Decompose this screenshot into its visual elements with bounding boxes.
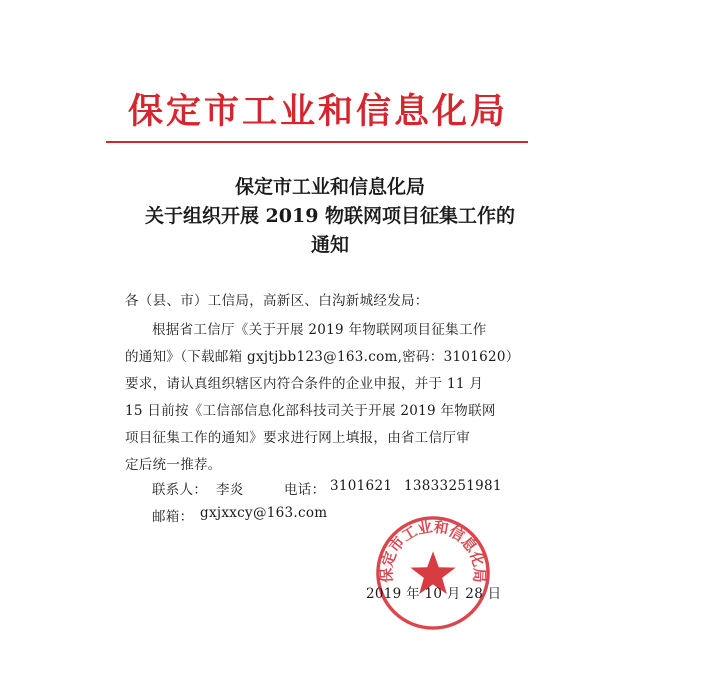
document-title-line-2: 关于组织开展 2019 物联网项目征集工作的 [144, 205, 516, 227]
phone-label: 电话： [284, 482, 326, 498]
contact-name: 李炎 [216, 482, 244, 498]
letterhead-divider [106, 141, 528, 143]
paragraph-line: 根据省工信厅《关于开展 2019 年物联网项目征集工作 [152, 322, 487, 338]
email-label: 邮箱： [152, 509, 194, 525]
paragraph-line: 定后统一推荐。 [125, 457, 222, 473]
paragraph-line: 要求，请认真组织辖区内符合条件的企业申报，并于 11 月 [125, 376, 484, 392]
document-date: 2019 年 10 月 28 日 [366, 586, 502, 602]
email-address: gxjxxcy@163.com [200, 505, 328, 521]
paragraph-line: 的通知》（下载邮箱 gxjtjbb123@163.com,密码：3101620） [125, 349, 520, 365]
document-title-line-3: 通知 [310, 234, 349, 256]
seal-text: 保定市工业和信息化局 [378, 518, 488, 584]
mobile-number: 13833251981 [404, 478, 502, 494]
paragraph-line: 项目征集工作的通知》要求进行网上填报，由省工信厅审 [125, 430, 470, 446]
document-title-line-1: 保定市工业和信息化局 [234, 176, 425, 198]
letterhead-title: 保定市工业和信息化局 [128, 91, 509, 132]
official-seal [374, 514, 492, 632]
phone-number: 3101621 [330, 478, 393, 494]
contact-label: 联系人： [152, 482, 208, 498]
salutation: 各（县、市）工信局，高新区、白沟新城经发局： [125, 293, 429, 309]
paragraph-line: 15 日前按《工信部信息化部科技司关于开展 2019 年物联网 [125, 403, 496, 419]
